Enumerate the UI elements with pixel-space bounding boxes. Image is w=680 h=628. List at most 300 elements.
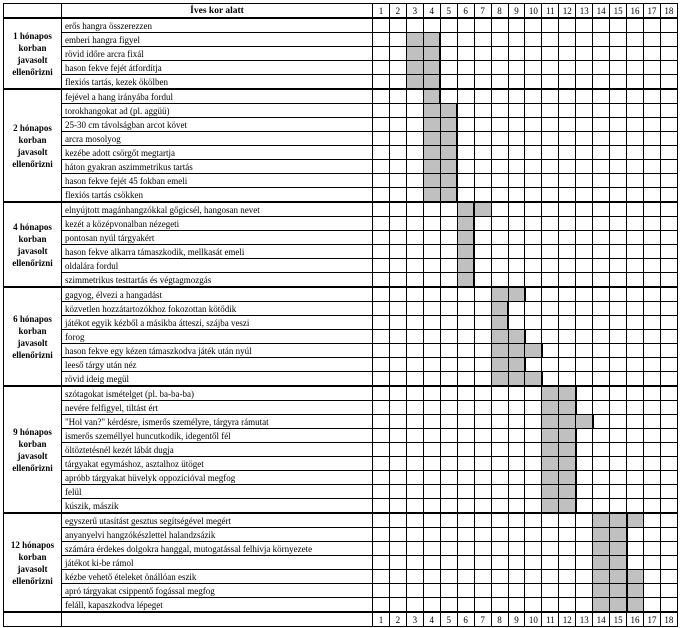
month-cell xyxy=(593,316,610,330)
month-cell xyxy=(559,570,576,584)
shaded-month-cell xyxy=(423,132,440,146)
month-cell xyxy=(440,584,457,598)
month-cell xyxy=(406,160,423,174)
month-cell xyxy=(491,202,508,217)
table-body xyxy=(4,18,678,612)
month-cell xyxy=(525,132,542,146)
month-cell xyxy=(660,217,677,231)
month-cell xyxy=(660,429,677,443)
month-cell xyxy=(610,188,627,203)
month-cell xyxy=(559,259,576,273)
month-cell xyxy=(406,344,423,358)
month-cell xyxy=(660,401,677,415)
month-cell xyxy=(559,146,576,160)
month-cell xyxy=(508,33,525,47)
column-number-footer: 8 xyxy=(491,612,508,627)
milestone-row xyxy=(4,316,678,330)
header-row xyxy=(4,4,678,19)
month-cell xyxy=(373,188,390,203)
month-cell xyxy=(627,202,644,217)
month-cell xyxy=(627,18,644,33)
month-cell xyxy=(542,358,559,372)
month-cell xyxy=(593,118,610,132)
month-cell xyxy=(644,415,661,429)
month-cell xyxy=(457,485,474,499)
month-cell xyxy=(660,259,677,273)
month-cell xyxy=(389,598,406,613)
month-cell xyxy=(627,104,644,118)
month-cell xyxy=(660,316,677,330)
month-cell xyxy=(660,598,677,613)
month-cell xyxy=(457,89,474,104)
month-cell xyxy=(559,89,576,104)
milestone-text: apró tárgyakat csippentő fogással megfog xyxy=(62,584,373,598)
milestone-text: 25-30 cm távolságban arcot követ xyxy=(62,118,373,132)
month-cell xyxy=(474,18,491,33)
month-cell xyxy=(406,499,423,514)
shaded-month-cell xyxy=(542,471,559,485)
month-cell xyxy=(440,287,457,302)
month-cell xyxy=(389,401,406,415)
month-cell xyxy=(373,372,390,387)
month-cell xyxy=(525,471,542,485)
month-cell xyxy=(508,471,525,485)
month-cell xyxy=(373,89,390,104)
month-cell xyxy=(508,118,525,132)
month-cell xyxy=(457,47,474,61)
shaded-month-cell xyxy=(542,429,559,443)
shaded-month-cell xyxy=(440,160,457,174)
month-cell xyxy=(610,231,627,245)
month-cell xyxy=(576,386,593,401)
month-cell xyxy=(610,202,627,217)
month-cell xyxy=(457,542,474,556)
month-cell xyxy=(542,598,559,613)
month-cell xyxy=(644,556,661,570)
month-cell xyxy=(406,104,423,118)
milestone-text: közvetlen hozzátartozókhoz fokozottan kötődik xyxy=(62,302,373,316)
shaded-month-cell xyxy=(593,556,610,570)
shaded-month-cell xyxy=(542,499,559,514)
month-cell xyxy=(508,245,525,259)
month-cell xyxy=(508,443,525,457)
month-cell xyxy=(457,471,474,485)
month-cell xyxy=(525,443,542,457)
month-cell xyxy=(660,457,677,471)
milestone-table xyxy=(3,3,678,627)
month-cell xyxy=(423,245,440,259)
month-cell xyxy=(627,174,644,188)
milestone-row xyxy=(4,570,678,584)
milestone-row xyxy=(4,146,678,160)
month-cell xyxy=(660,75,677,90)
month-cell xyxy=(644,132,661,146)
month-cell xyxy=(457,386,474,401)
milestone-row xyxy=(4,386,678,401)
month-cell xyxy=(491,33,508,47)
column-number-footer: 12 xyxy=(559,612,576,627)
month-cell xyxy=(525,89,542,104)
month-cell xyxy=(576,401,593,415)
month-cell xyxy=(373,118,390,132)
month-cell xyxy=(508,457,525,471)
shaded-month-cell xyxy=(593,513,610,528)
month-cell xyxy=(644,231,661,245)
month-cell xyxy=(491,245,508,259)
month-cell xyxy=(593,499,610,514)
month-cell xyxy=(474,429,491,443)
month-cell xyxy=(644,47,661,61)
milestone-text: flexiós tartás csökken xyxy=(62,188,373,203)
month-cell xyxy=(542,146,559,160)
shaded-month-cell xyxy=(525,372,542,387)
shaded-month-cell xyxy=(610,598,627,613)
month-cell xyxy=(576,61,593,75)
month-cell xyxy=(423,457,440,471)
month-cell xyxy=(373,499,390,514)
age-group-label: 6 hónapos korban javasolt ellenőrizni xyxy=(4,287,62,386)
month-cell xyxy=(593,33,610,47)
month-cell xyxy=(457,33,474,47)
month-cell xyxy=(610,47,627,61)
month-cell xyxy=(440,499,457,514)
milestone-text: játékot ki-be rámol xyxy=(62,556,373,570)
month-cell xyxy=(491,217,508,231)
milestone-text: tárgyakat egymáshoz, asztalhoz ütöget xyxy=(62,457,373,471)
milestone-text: számára érdekes dolgokra hanggal, mutogatással felhívja környezete xyxy=(62,542,373,556)
month-cell xyxy=(491,471,508,485)
month-cell xyxy=(389,104,406,118)
month-cell xyxy=(644,202,661,217)
month-cell xyxy=(593,302,610,316)
milestone-text: feláll, kapaszkodva lépeget xyxy=(62,598,373,613)
month-cell xyxy=(389,499,406,514)
month-cell xyxy=(474,146,491,160)
month-cell xyxy=(576,273,593,288)
month-cell xyxy=(542,528,559,542)
shaded-month-cell xyxy=(474,202,491,217)
month-cell xyxy=(627,443,644,457)
month-cell xyxy=(610,273,627,288)
month-cell xyxy=(373,75,390,90)
shaded-month-cell xyxy=(593,584,610,598)
month-cell xyxy=(440,429,457,443)
month-cell xyxy=(627,132,644,146)
milestone-text: erős hangra összerezzen xyxy=(62,18,373,33)
month-cell xyxy=(474,47,491,61)
month-cell xyxy=(389,542,406,556)
month-cell xyxy=(559,316,576,330)
column-number-footer: 13 xyxy=(576,612,593,627)
month-cell xyxy=(644,358,661,372)
month-cell xyxy=(508,556,525,570)
month-cell xyxy=(525,18,542,33)
month-cell xyxy=(491,132,508,146)
month-cell xyxy=(644,217,661,231)
month-cell xyxy=(593,245,610,259)
month-cell xyxy=(373,401,390,415)
month-cell xyxy=(644,273,661,288)
month-cell xyxy=(457,358,474,372)
month-cell xyxy=(491,528,508,542)
month-cell xyxy=(542,302,559,316)
month-cell xyxy=(525,273,542,288)
month-cell xyxy=(423,429,440,443)
month-cell xyxy=(559,584,576,598)
shaded-month-cell xyxy=(440,132,457,146)
column-number: 2 xyxy=(389,4,406,19)
month-cell xyxy=(373,146,390,160)
shaded-month-cell xyxy=(491,287,508,302)
month-cell xyxy=(457,75,474,90)
month-cell xyxy=(644,18,661,33)
month-cell xyxy=(610,499,627,514)
shaded-month-cell xyxy=(457,259,474,273)
month-cell xyxy=(474,598,491,613)
month-cell xyxy=(491,570,508,584)
month-cell xyxy=(440,485,457,499)
month-cell xyxy=(644,386,661,401)
month-cell xyxy=(474,415,491,429)
month-cell xyxy=(559,118,576,132)
shaded-month-cell xyxy=(491,330,508,344)
milestone-row xyxy=(4,443,678,457)
month-cell xyxy=(406,217,423,231)
month-cell xyxy=(474,217,491,231)
month-cell xyxy=(474,556,491,570)
milestone-text: rövid ideig megül xyxy=(62,372,373,387)
month-cell xyxy=(373,598,390,613)
month-cell xyxy=(373,245,390,259)
month-cell xyxy=(593,188,610,203)
shaded-month-cell xyxy=(457,231,474,245)
month-cell xyxy=(406,202,423,217)
month-cell xyxy=(627,485,644,499)
month-cell xyxy=(576,344,593,358)
month-cell xyxy=(508,146,525,160)
month-cell xyxy=(644,485,661,499)
month-cell xyxy=(660,330,677,344)
milestone-text: elnyújtott magánhangzókkal gőgicsél, hangosan nevet xyxy=(62,202,373,217)
shaded-month-cell xyxy=(440,146,457,160)
month-cell xyxy=(644,188,661,203)
shaded-month-cell xyxy=(576,415,593,429)
month-cell xyxy=(525,160,542,174)
month-cell xyxy=(491,61,508,75)
milestone-row xyxy=(4,542,678,556)
month-cell xyxy=(389,61,406,75)
milestone-row xyxy=(4,61,678,75)
month-cell xyxy=(373,302,390,316)
month-cell xyxy=(491,273,508,288)
month-cell xyxy=(474,457,491,471)
month-cell xyxy=(491,259,508,273)
month-cell xyxy=(406,556,423,570)
month-cell xyxy=(576,132,593,146)
month-cell xyxy=(406,302,423,316)
month-cell xyxy=(440,415,457,429)
shaded-month-cell xyxy=(423,33,440,47)
month-cell xyxy=(559,47,576,61)
month-cell xyxy=(440,75,457,90)
month-cell xyxy=(373,61,390,75)
shaded-month-cell xyxy=(610,556,627,570)
month-cell xyxy=(660,443,677,457)
month-cell xyxy=(440,316,457,330)
month-cell xyxy=(660,372,677,387)
month-cell xyxy=(373,471,390,485)
month-cell xyxy=(423,358,440,372)
month-cell xyxy=(559,75,576,90)
shaded-month-cell xyxy=(559,386,576,401)
month-cell xyxy=(627,471,644,485)
month-cell xyxy=(373,570,390,584)
column-number-footer: 15 xyxy=(610,612,627,627)
month-cell xyxy=(423,513,440,528)
month-cell xyxy=(491,104,508,118)
milestone-row xyxy=(4,302,678,316)
column-number: 4 xyxy=(423,4,440,19)
shaded-month-cell xyxy=(542,401,559,415)
month-cell xyxy=(576,287,593,302)
month-cell xyxy=(373,542,390,556)
month-cell xyxy=(559,104,576,118)
month-cell xyxy=(660,202,677,217)
column-number: 5 xyxy=(440,4,457,19)
month-cell xyxy=(610,330,627,344)
month-cell xyxy=(457,18,474,33)
month-cell xyxy=(474,316,491,330)
shaded-month-cell xyxy=(627,584,644,598)
month-cell xyxy=(389,174,406,188)
month-cell xyxy=(373,330,390,344)
shaded-month-cell xyxy=(593,542,610,556)
month-cell xyxy=(610,372,627,387)
month-cell xyxy=(508,513,525,528)
milestone-row xyxy=(4,584,678,598)
month-cell xyxy=(508,542,525,556)
month-cell xyxy=(525,104,542,118)
month-cell xyxy=(457,570,474,584)
month-cell xyxy=(593,457,610,471)
month-cell xyxy=(440,61,457,75)
month-cell xyxy=(389,443,406,457)
month-cell xyxy=(576,202,593,217)
month-cell xyxy=(576,584,593,598)
age-group-label: 9 hónapos korban javasolt ellenőrizni xyxy=(4,386,62,513)
milestone-text: játékot egyik kézből a másikba átteszi, szájba veszi xyxy=(62,316,373,330)
month-cell xyxy=(644,471,661,485)
month-cell xyxy=(576,245,593,259)
month-cell xyxy=(389,160,406,174)
month-cell xyxy=(610,89,627,104)
month-cell xyxy=(576,485,593,499)
month-cell xyxy=(644,118,661,132)
month-cell xyxy=(660,273,677,288)
milestone-row xyxy=(4,118,678,132)
month-cell xyxy=(474,358,491,372)
column-number: 12 xyxy=(559,4,576,19)
month-cell xyxy=(440,513,457,528)
milestone-row xyxy=(4,401,678,415)
month-cell xyxy=(474,542,491,556)
month-cell xyxy=(627,231,644,245)
month-cell xyxy=(627,429,644,443)
month-cell xyxy=(389,245,406,259)
month-cell xyxy=(457,302,474,316)
month-cell xyxy=(440,245,457,259)
month-cell xyxy=(423,443,440,457)
month-cell xyxy=(525,75,542,90)
month-cell xyxy=(440,570,457,584)
shaded-month-cell xyxy=(508,330,525,344)
month-cell xyxy=(457,415,474,429)
month-cell xyxy=(610,471,627,485)
month-cell xyxy=(627,188,644,203)
month-cell xyxy=(559,287,576,302)
month-cell xyxy=(576,174,593,188)
month-cell xyxy=(440,372,457,387)
month-cell xyxy=(660,386,677,401)
month-cell xyxy=(491,542,508,556)
month-cell xyxy=(610,132,627,146)
milestone-row xyxy=(4,457,678,471)
milestone-text: háton gyakran aszimmetrikus tartás xyxy=(62,160,373,174)
month-cell xyxy=(644,146,661,160)
month-cell xyxy=(559,513,576,528)
shaded-month-cell xyxy=(491,358,508,372)
month-cell xyxy=(660,160,677,174)
month-cell xyxy=(559,273,576,288)
month-cell xyxy=(660,33,677,47)
month-cell xyxy=(474,570,491,584)
shaded-month-cell xyxy=(423,75,440,90)
month-cell xyxy=(576,188,593,203)
month-cell xyxy=(457,556,474,570)
column-number-footer: 3 xyxy=(406,612,423,627)
month-cell xyxy=(610,245,627,259)
month-cell xyxy=(389,188,406,203)
shaded-month-cell xyxy=(423,146,440,160)
milestone-row xyxy=(4,104,678,118)
month-cell xyxy=(525,33,542,47)
month-cell xyxy=(406,415,423,429)
month-cell xyxy=(644,598,661,613)
month-cell xyxy=(593,89,610,104)
month-cell xyxy=(474,245,491,259)
month-cell xyxy=(627,146,644,160)
month-cell xyxy=(542,104,559,118)
milestone-row xyxy=(4,429,678,443)
month-cell xyxy=(389,302,406,316)
month-cell xyxy=(373,160,390,174)
month-cell xyxy=(559,217,576,231)
shaded-month-cell xyxy=(559,457,576,471)
month-cell xyxy=(474,372,491,387)
milestone-text: hason fekve alkarra támaszkodik, mellkasát emeli xyxy=(62,245,373,259)
month-cell xyxy=(559,18,576,33)
header-title: Íves kor alatt xyxy=(62,4,373,19)
month-cell xyxy=(610,160,627,174)
shaded-month-cell xyxy=(508,287,525,302)
month-cell xyxy=(491,188,508,203)
month-cell xyxy=(525,61,542,75)
month-cell xyxy=(644,104,661,118)
milestone-row xyxy=(4,499,678,514)
shaded-month-cell xyxy=(423,61,440,75)
month-cell xyxy=(627,61,644,75)
shaded-month-cell xyxy=(627,513,644,528)
